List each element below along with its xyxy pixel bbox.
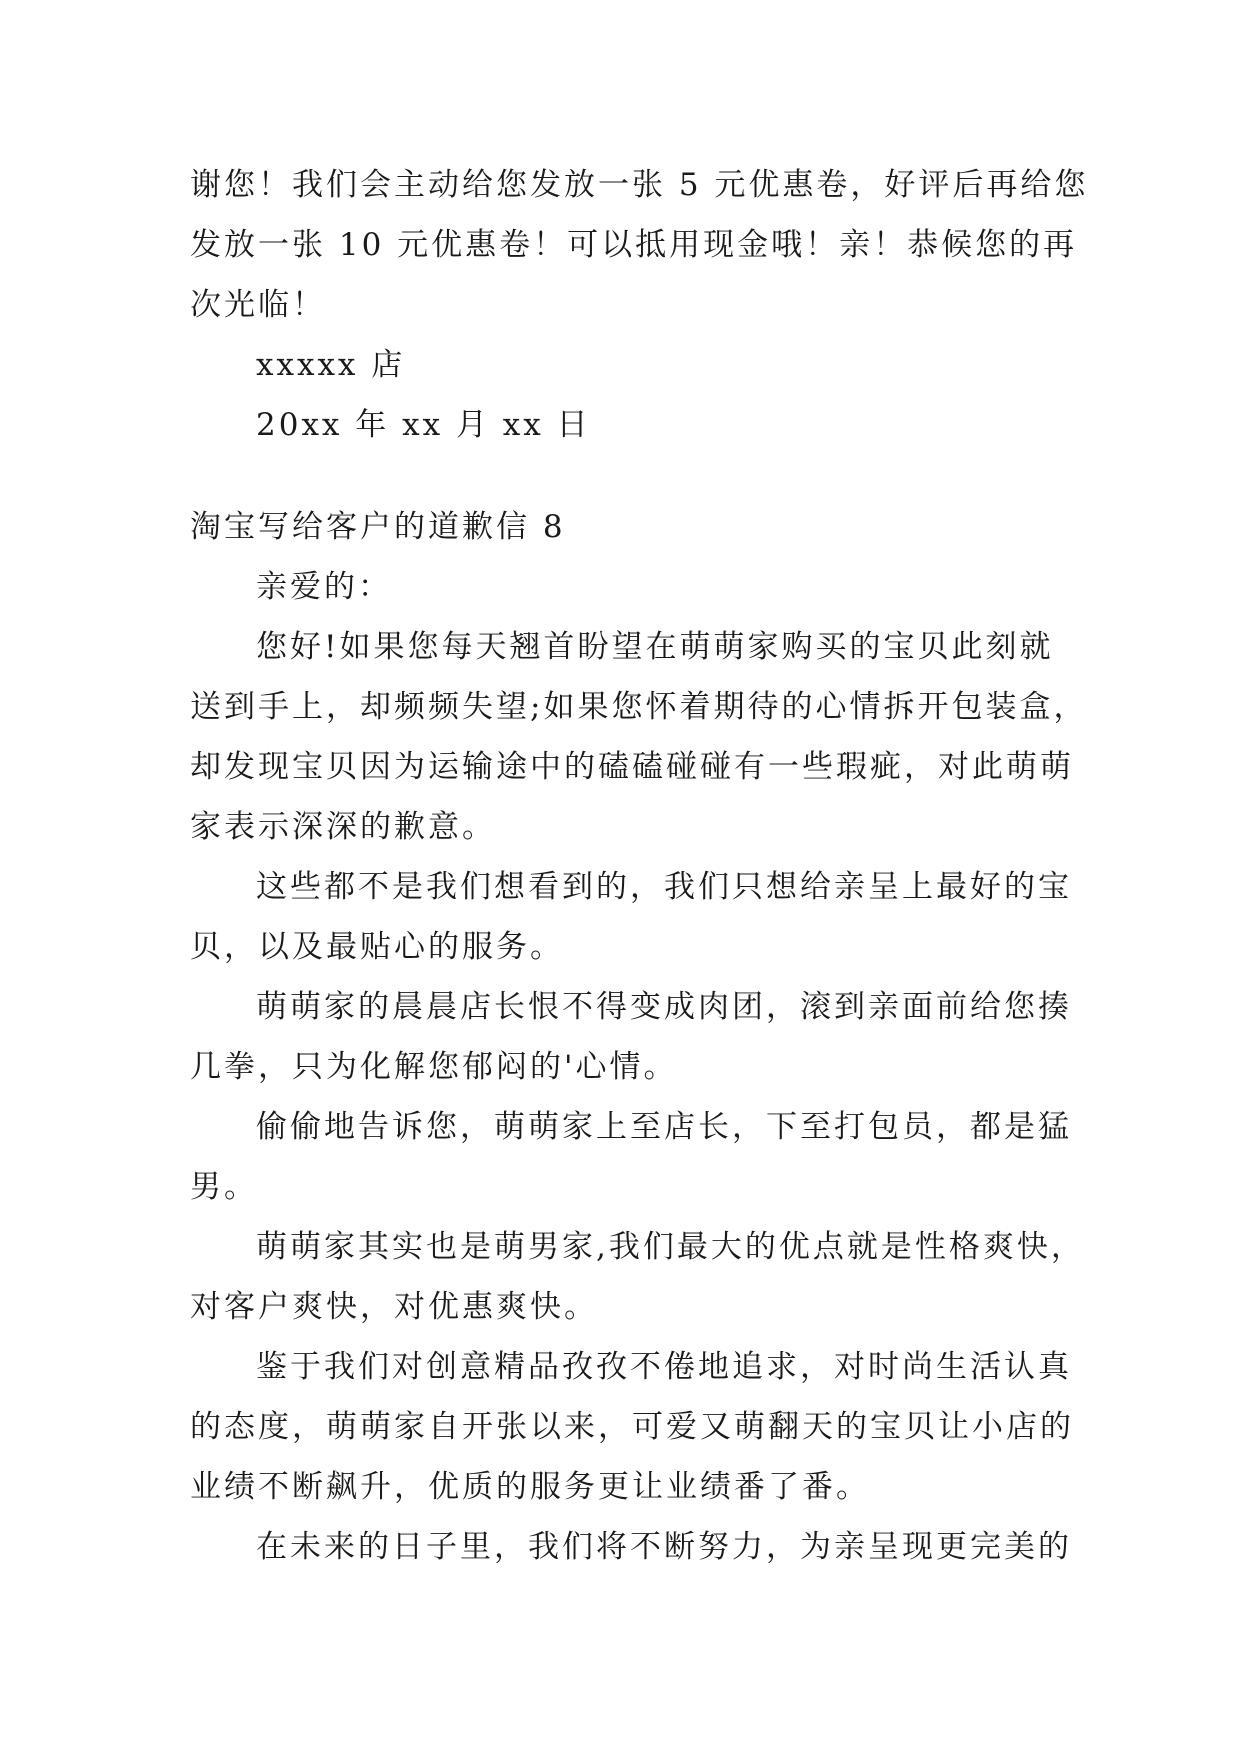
text-line: 几拳，只为化解您郁闷的'心情。 — [190, 1049, 678, 1085]
text-line: 送到手上，却频频失望;如果您怀着期待的心情拆开包装盒， — [190, 689, 1088, 725]
text-line: 鉴于我们对创意精品孜孜不倦地追求，对时尚生活认真 — [256, 1349, 1072, 1385]
previous-letter-ending — [190, 155, 1089, 455]
text-line: 偷偷地告诉您，萌萌家上至店长，下至打包员，都是猛 — [256, 1109, 1072, 1145]
text-line: 谢您！我们会主动给您发放一张 5 元优惠卷，好评后再给您 — [190, 167, 1089, 203]
letter-paragraph — [190, 1517, 1072, 1577]
signature-shop: xxxxx 店 — [256, 347, 406, 383]
text-line: 却发现宝贝因为运输途中的磕磕碰碰有一些瑕疵，对此萌萌 — [190, 749, 1074, 785]
letter-title: 淘宝写给客户的道歉信 8 — [190, 509, 566, 545]
signature-date: 20xx 年 xx 月 xx 日 — [256, 407, 591, 443]
text-line: 对客户爽快，对优惠爽快。 — [190, 1289, 598, 1325]
text-line: 男。 — [190, 1169, 258, 1205]
text-line: 这些都不是我们想看到的，我们只想给亲呈上最好的宝 — [256, 869, 1072, 905]
text-line: 贝，以及最贴心的服务。 — [190, 929, 564, 965]
document-page — [190, 155, 1089, 1577]
text-line: 发放一张 10 元优惠卷！可以抵用现金哦！亲！恭候您的再 — [190, 227, 1078, 263]
text-line: 萌萌家的晨晨店长恨不得变成肉团，滚到亲面前给您揍 — [256, 989, 1072, 1025]
letter-paragraph — [190, 1097, 1072, 1217]
text-line: 次光临！ — [190, 287, 326, 323]
letter-paragraph — [190, 1217, 1085, 1337]
letter-paragraph — [190, 1337, 1074, 1517]
text-line: 在未来的日子里，我们将不断努力，为亲呈现更完美的 — [256, 1529, 1072, 1565]
text-line: 的态度，萌萌家自开张以来，可爱又萌翻天的宝贝让小店的 — [190, 1409, 1074, 1445]
text-line: 家表示深深的歉意。 — [190, 809, 496, 845]
letter-greeting: 亲爱的： — [256, 569, 392, 605]
letter-paragraph — [190, 617, 1088, 857]
text-line: 萌萌家其实也是萌男家,我们最大的优点就是性格爽快， — [256, 1229, 1085, 1265]
letter-paragraph — [190, 977, 1072, 1097]
letter-paragraph — [190, 857, 1072, 977]
text-line: 您好!如果您每天翘首盼望在萌萌家购买的宝贝此刻就 — [256, 629, 1054, 665]
text-line: 业绩不断飙升，优质的服务更让业绩番了番。 — [190, 1469, 870, 1505]
